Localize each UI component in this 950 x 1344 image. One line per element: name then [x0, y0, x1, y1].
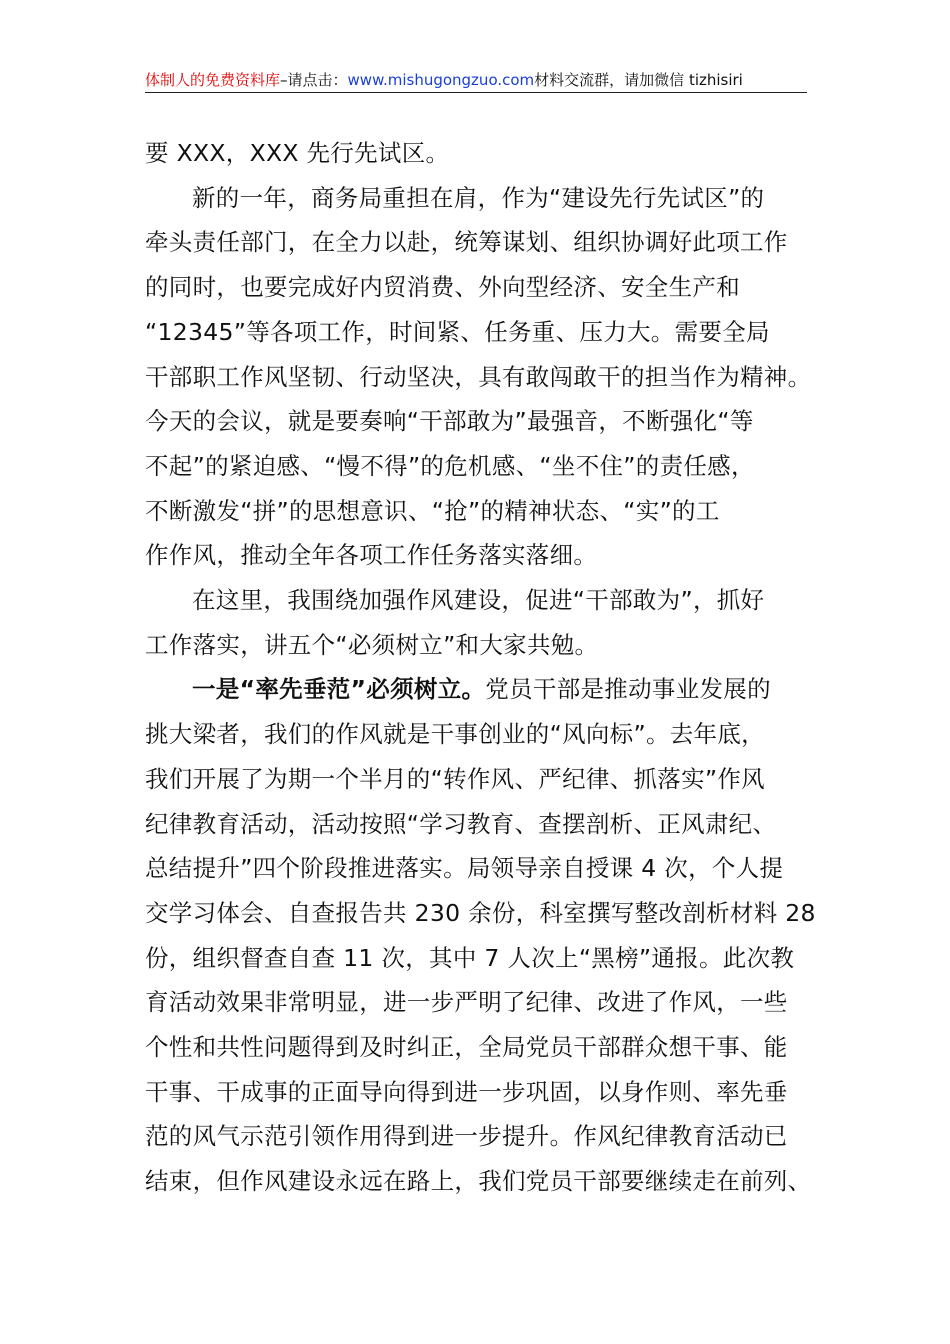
text-line: 在这里，我围绕加强作风建设，促进“干部敢为”，抓好: [192, 586, 765, 615]
paragraph-1: [145, 131, 815, 176]
section-heading: 一是“率先垂范”必须树立。: [192, 675, 486, 704]
text-line: 个性和共性问题得到及时纠正，全局党员干部群众想干事、能: [145, 1033, 788, 1062]
header-contact-text: 材料交流群，请加微信 tizhisiri: [534, 71, 743, 89]
header-brand: 体制人的免费资料库: [145, 71, 281, 89]
text-line: 结束，但作风建设永远在路上，我们党员干部要继续走在前列、: [145, 1167, 812, 1196]
text-line: 不起”的紧迫感、“慢不得”的危机感、“坐不住”的责任感，: [145, 451, 755, 480]
text-line: 作作风，推动全年各项工作任务落实落细。: [145, 541, 598, 570]
text-line: 要 XXX，XXX 先行先试区。: [145, 139, 450, 167]
text-line: 工作落实，讲五个“必须树立”和大家共勉。: [145, 630, 599, 659]
text-line: 总结提升”四个阶段推进落实。局领导亲自授课 4 次，个人提: [145, 854, 784, 883]
paragraph-2: [145, 176, 815, 578]
text-line: “12345”等各项工作，时间紧、任务重、压力大。需要全局: [145, 317, 770, 346]
text-line: 干部职工作风坚韧、行动坚决，具有敢闯敢干的担当作为精神。: [145, 362, 812, 391]
text-line: 牵头责任部门，在全力以赴，统筹谋划、组织协调好此项工作: [145, 228, 788, 257]
text-line: 我们开展了为期一个半月的“转作风、严纪律、抓落实”作风: [145, 764, 765, 793]
text-line: 今天的会议，就是要奏响“干部敢为”最强音，不断强化“等: [145, 407, 754, 436]
header-prompt: –请点击：: [280, 71, 348, 89]
text-line: 交学习体会、自查报告共 230 余份，科室撰写整改剖析材料 28: [145, 898, 816, 927]
text-line: 育活动效果非常明显，进一步严明了纪律、改进了作风，一些: [145, 988, 788, 1017]
document-body: [145, 131, 815, 1204]
text-line: 纪律教育活动，活动按照“学习教育、查摆剖析、正风肃纪、: [145, 809, 777, 838]
text-line: 挑大梁者，我们的作风就是干事创业的“风向标”。去年底，: [145, 720, 765, 749]
text-line: 新的一年，商务局重担在肩，作为“建设先行先试区”的: [192, 183, 765, 212]
text-line: [145, 667, 815, 712]
text-line: 不断激发“拼”的思想意识、“抢”的精神状态、“实”的工: [145, 496, 720, 525]
paragraph-4: [145, 667, 815, 1203]
header-url-link[interactable]: www.mishugongzuo.com: [347, 71, 535, 89]
text-line: 干事、干成事的正面导向得到进一步巩固，以身作则、率先垂: [145, 1077, 788, 1106]
page-header: [145, 68, 807, 93]
text-line: 范的风气示范引领作用得到进一步提升。作风纪律教育活动已: [145, 1122, 788, 1151]
text-line: 的同时，也要完成好内贸消费、外向型经济、安全生产和: [145, 273, 740, 302]
paragraph-3: [145, 578, 815, 667]
text-line: 份，组织督查自查 11 次，其中 7 人次上“黑榜”通报。此次教: [145, 943, 795, 972]
text-run: 党员干部是推动事业发展的: [485, 675, 771, 704]
